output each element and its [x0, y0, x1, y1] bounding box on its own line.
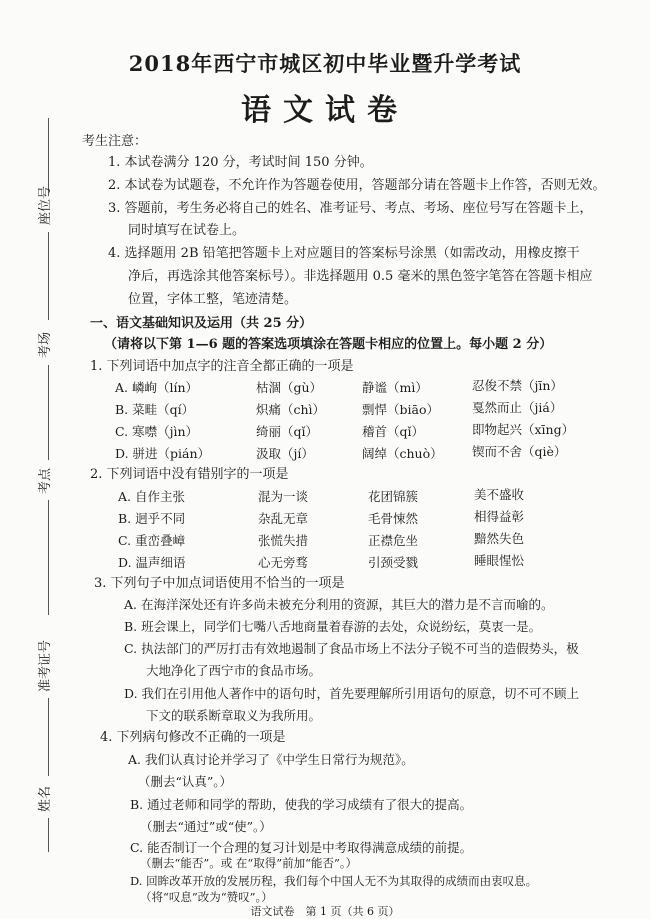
- exam-title: 2018年西宁市城区初中毕业暨升学考试: [128, 51, 522, 76]
- q4-line: A. 我们认真讨论并学习了《中学生日常行为规范》。: [128, 752, 414, 767]
- q3-line: A. 在海洋深处还有许多尚未被充分利用的资源，其巨大的潜力是不言而喻的。: [124, 597, 554, 612]
- notice-heading: 考生注意：: [82, 134, 148, 149]
- q4-line: B. 通过老师和同学的帮助，使我的学习成绩有了很大的提高。: [130, 797, 473, 812]
- q1-stem: 1. 下列词语中加点字的注音全都正确的一项是: [90, 359, 354, 374]
- q1-option: D. 骈进（pián）: [115, 446, 211, 461]
- q1-option-word: 即物起兴（xīng）: [472, 422, 575, 437]
- site-line: [48, 365, 49, 460]
- seat-line: [48, 118, 49, 196]
- q3-line: 大地净化了西宁市的食品市场。: [146, 663, 322, 678]
- site-label: 考点: [38, 467, 53, 494]
- notice-item: 位置，字体工整，笔迹清楚。: [128, 292, 298, 307]
- q1-option-word: 枯涸（gù）: [256, 380, 323, 395]
- name-label: 姓名: [38, 785, 53, 812]
- q2-option-word: 混为一谈: [258, 489, 309, 504]
- q1-option-word: 剽悍（biāo）: [362, 402, 439, 417]
- q2-option-word: 正襟危坐: [368, 533, 419, 548]
- name-line: [48, 698, 49, 776]
- q2-option-word: 相得益彰: [474, 509, 525, 524]
- q2-option-word: 睡眼惺忪: [474, 553, 525, 568]
- q4-line: （删去“通过”或“使”。）: [140, 819, 272, 834]
- q2-option-word: 杂乱无章: [258, 511, 309, 526]
- ticket-line: [48, 500, 49, 615]
- q2-option-word: 花团锦簇: [368, 489, 419, 504]
- notice-item: 同时填写在试卷上。: [128, 223, 246, 238]
- q1-option-word: 稽首（qǐ）: [362, 424, 424, 439]
- q2-option-word: 心无旁骛: [258, 555, 309, 570]
- q2-option-word: 黯然失色: [474, 531, 525, 546]
- paper-title: 语文试卷: [241, 93, 409, 128]
- q2-option-word: 美不盛收: [474, 487, 525, 502]
- q1-option-word: 汲取（jí）: [256, 446, 314, 461]
- q4-line: （将“叹息”改为“赞叹”。）: [140, 890, 273, 904]
- q1-option-word: 静谧（mì）: [362, 380, 428, 395]
- q1-option: A. 嶙峋（lín）: [115, 380, 199, 395]
- q2-option: D. 温声细语: [118, 555, 186, 570]
- notice-item: 净后，再选涂其他答案标号）。非选择题用 0.5 毫米的黑色签字笔答在答题卡相应: [128, 269, 593, 284]
- q1-option-word: 绮丽（qǐ）: [256, 424, 318, 439]
- q2-option: C. 重峦叠嶂: [118, 533, 186, 548]
- q1-option-word: 阔绰（chuò）: [362, 446, 443, 461]
- q4-line: C. 能否制订一个合理的复习计划是中考取得满意成绩的前提。: [130, 840, 473, 855]
- notice-item: 3. 答题前，考生务必将自己的姓名、准考证号、考点、考场、座位号写在答题卡上，: [108, 201, 593, 216]
- notice-item: 2. 本试卷为试题卷，不允许作为答题卷使用，答题部分请在答题卡上作答，否则无效。: [108, 178, 606, 193]
- q2-option: A. 自作主张: [118, 489, 185, 504]
- notice-item: 1. 本试卷满分 120 分，考试时间 150 分钟。: [108, 155, 373, 170]
- q4-stem: 4. 下列病句修改不正确的一项是: [100, 730, 286, 745]
- q1-option: B. 菜畦（qí）: [115, 402, 195, 417]
- q1-option-word: 炽痛（chì）: [256, 402, 326, 417]
- name-line-end: [48, 818, 49, 852]
- q4-line: （删去“认真”。）: [138, 774, 233, 789]
- section-title: 一、语文基础知识及运用（共 25 分）: [90, 316, 313, 331]
- q1-option-word: 忍俊不禁（jīn）: [472, 378, 563, 393]
- q3-line: D. 我们在引用他人著作中的语句时，首先要理解所引用语句的原意，切不可不顾上: [124, 686, 580, 701]
- q2-option-word: 毛骨悚然: [368, 511, 419, 526]
- section-instruction: （请将以下第 1—6 题的答案选项填涂在答题卡相应的位置上。每小题 2 分）: [104, 337, 553, 352]
- q1-option-word: 锲而不舍（qiè）: [472, 444, 567, 459]
- q2-option: B. 迥乎不同: [118, 511, 186, 526]
- page-footer: 语文试卷 第 1 页（共 6 页）: [250, 905, 400, 918]
- q3-line: B. 班会课上，同学们七嘴八舌地商量着春游的去处，众说纷纭，莫衷一是。: [124, 619, 542, 634]
- q1-option-word: 戛然而止（jiá）: [472, 400, 563, 415]
- ticket-label: 准考证号: [38, 639, 53, 692]
- q1-option: C. 寒噤（jìn）: [115, 424, 198, 439]
- q3-line: 下文的联系断章取义为我所用。: [146, 708, 322, 723]
- room-label: 考场: [38, 331, 53, 358]
- q4-line: （删去“能否”。或 在“取得”前加“能否”。）: [140, 856, 358, 870]
- q2-option-word: 引颈受戮: [368, 555, 419, 570]
- notice-item: 4. 选择题用 2B 铅笔把答题卡上对应题目的答案标号涂黑（如需改动，用橡皮擦干: [108, 246, 580, 261]
- q4-line: D. 回眸改革开放的发展历程，我们每个中国人无不为其取得的成绩而由衷叹息。: [130, 874, 538, 888]
- q2-option-word: 张慌失措: [258, 533, 309, 548]
- q2-stem: 2. 下列词语中没有错别字的一项是: [90, 467, 289, 482]
- q3-stem: 3. 下列句子中加点词语使用不恰当的一项是: [94, 576, 345, 591]
- room-line: [48, 232, 49, 320]
- seat-label: 座位号: [38, 185, 53, 225]
- q3-line: C. 执法部门的严厉打击有效地遏制了食品市场上不法分子锐不可当的造假势头，极: [124, 641, 579, 656]
